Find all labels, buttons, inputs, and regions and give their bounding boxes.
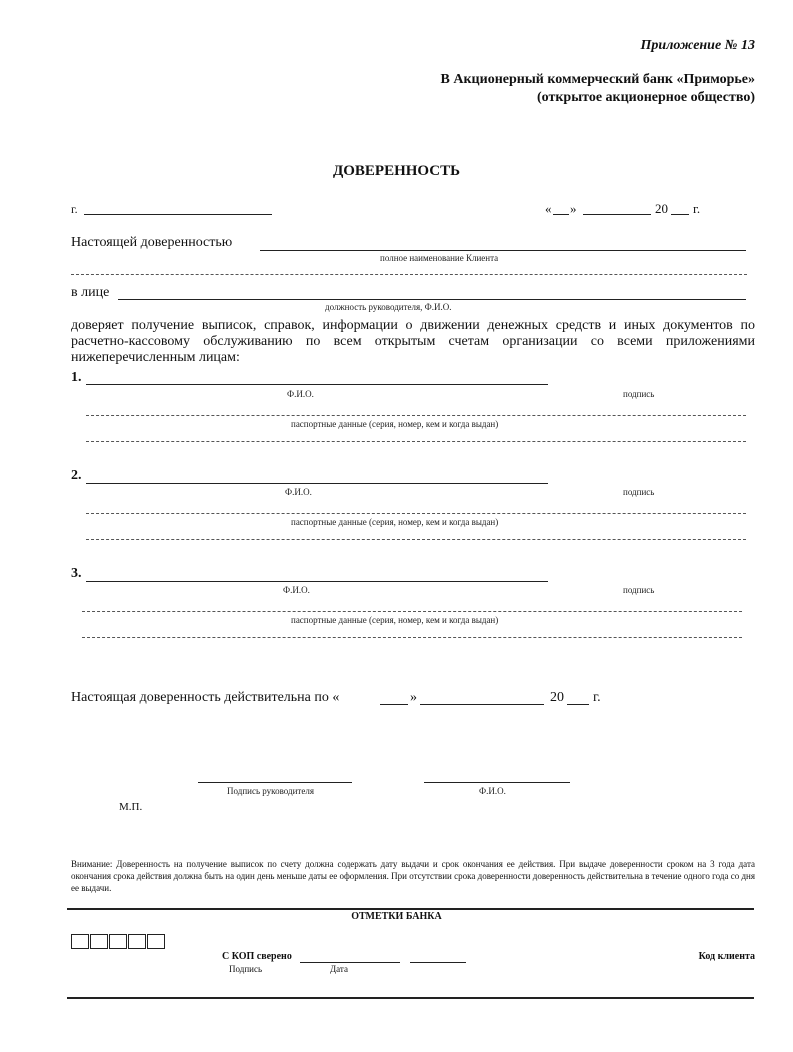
intro-label: Настоящей доверенностью [71, 235, 233, 250]
validity-close-quote: » [410, 690, 417, 705]
person-passport-caption: паспортные данные (серия, номер, кем и когда выдан) [291, 615, 499, 625]
client-caption: полное наименование Клиента [380, 253, 499, 263]
person-fio-field[interactable] [86, 581, 548, 582]
person-number: 2. [71, 468, 82, 483]
person-fio-field[interactable] [86, 483, 548, 484]
kop-date-field[interactable] [410, 962, 466, 963]
person-passport-field-continued[interactable] [86, 441, 746, 442]
in-person-label: в лице [71, 285, 110, 300]
date-year-field[interactable] [671, 214, 689, 215]
bank-marks-title: ОТМЕТКИ БАНКА [351, 911, 442, 922]
bottom-divider [67, 997, 754, 999]
head-caption: должность руководителя, Ф.И.О. [325, 302, 452, 312]
date-year-suffix: г. [693, 201, 701, 216]
head-signature-field[interactable] [198, 782, 352, 783]
kop-date-caption: Дата [330, 964, 348, 974]
person-passport-field-continued[interactable] [86, 539, 746, 540]
date-day-field[interactable] [553, 214, 569, 215]
person-passport-field[interactable] [82, 611, 742, 612]
kop-signature-caption: Подпись [229, 964, 263, 974]
person-passport-field-continued[interactable] [82, 637, 742, 638]
kop-label: С КОП сверено [222, 951, 292, 962]
client-code-label: Код клиента [698, 951, 755, 962]
appendix-number: Приложение № 13 [640, 38, 755, 53]
date-year-prefix: 20 [655, 201, 668, 216]
head-fio-field[interactable] [424, 782, 570, 783]
validity-label: Настоящая доверенность действительна по « [71, 690, 340, 705]
person-fio-field[interactable] [86, 384, 548, 385]
head-fio-caption: Ф.И.О. [479, 786, 506, 796]
person-signature-caption: подпись [623, 487, 655, 497]
client-name-field[interactable] [260, 250, 746, 251]
bank-marks-divider [67, 908, 754, 910]
date-close-quote: » [570, 201, 577, 216]
validity-year-suffix: г. [593, 690, 601, 705]
date-month-field[interactable] [583, 214, 651, 215]
person-passport-caption: паспортные данные (серия, номер, кем и когда выдан) [291, 517, 499, 527]
bank-legal-form: (открытое акционерное общество) [536, 90, 755, 105]
person-passport-field[interactable] [86, 415, 746, 416]
validity-day-field[interactable] [380, 704, 408, 705]
power-of-attorney-text: доверяет получение выписок, справок, информации о движении денежных средств и иных документов по расчетно-кассовому обслуживанию по всем открытым счетам организации со всеми приложениями нижеперечисленным лицам: [71, 318, 755, 365]
date-open-quote: « [545, 201, 552, 216]
person-signature-caption: подпись [623, 585, 655, 595]
city-field[interactable] [84, 214, 272, 215]
stamp-place: М.П. [119, 801, 143, 813]
head-field[interactable] [118, 299, 746, 300]
client-name-field-continued[interactable] [71, 274, 747, 275]
person-number: 3. [71, 566, 82, 581]
person-fio-caption: Ф.И.О. [285, 487, 312, 497]
person-fio-caption: Ф.И.О. [287, 389, 314, 399]
person-signature-caption: подпись [623, 389, 655, 399]
person-fio-caption: Ф.И.О. [283, 585, 310, 595]
person-passport-field[interactable] [86, 513, 746, 514]
city-prefix: г. [71, 202, 78, 216]
head-signature-caption: Подпись руководителя [227, 786, 314, 796]
notice-text: Внимание: Доверенность на получение выписок по счету должна содержать дату выдачи и срок окончания ее действия. При выдаче доверенности сроком на 3 года дата окончания срока действия должна быть на один день меньше даты ее оформления. При отсутствии срока доверенности доверенность действительна в течение одного года со дня ее выдачи. [71, 859, 755, 893]
validity-year-field[interactable] [567, 704, 589, 705]
person-number: 1. [71, 370, 82, 385]
bank-name: В Акционерный коммерческий банк «Приморье» [440, 72, 755, 87]
kop-signature-field[interactable] [300, 962, 400, 963]
person-passport-caption: паспортные данные (серия, номер, кем и когда выдан) [291, 419, 499, 429]
validity-year-prefix: 20 [550, 690, 564, 705]
validity-month-field[interactable] [420, 704, 544, 705]
code-boxes[interactable] [71, 934, 167, 949]
document-title: ДОВЕРЕННОСТЬ [332, 163, 461, 179]
